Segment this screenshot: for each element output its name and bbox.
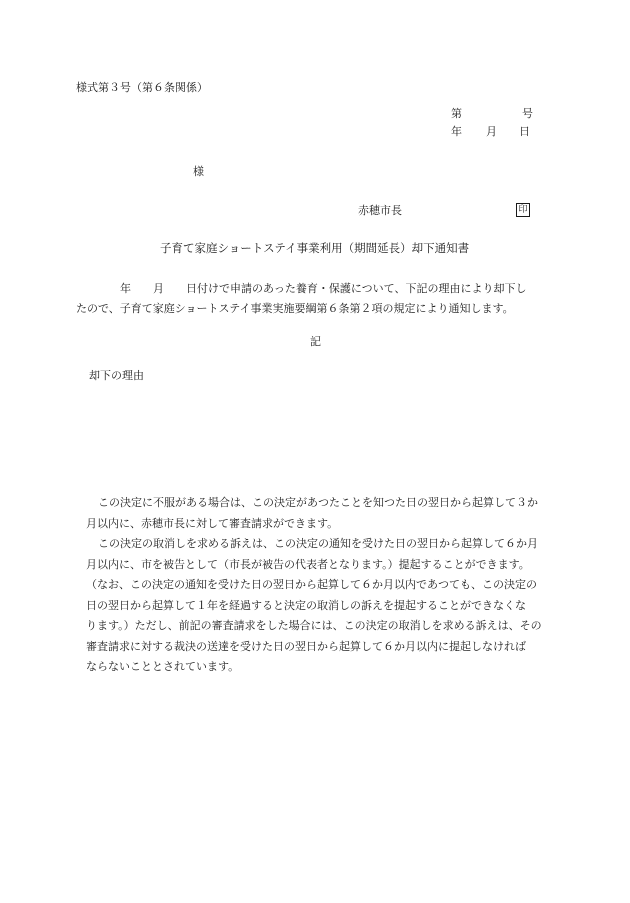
- notice-line: ります。）ただし、前記の審査請求をした場合には、この決定の取消しを求める訴えは、その: [86, 619, 542, 632]
- notice-line: 審査請求に対する裁決の送達を受けた日の翌日から起算して６か月以内に提起しなければ: [86, 639, 526, 653]
- body-paragraph: [76, 279, 566, 319]
- body-line-2: たので、子育て家庭ショートステイ事業実施要綱第６条第２項の規定により通知します。: [76, 302, 514, 315]
- document-number-prefix: 第: [451, 107, 462, 120]
- notice-line: [86, 493, 576, 514]
- notice-line: [86, 534, 576, 555]
- issuer-name: 赤穂市長: [358, 204, 402, 217]
- notice-line: 月以内に、市を被告として（市長が被告の代表者となります。）提起することができます。: [86, 557, 530, 571]
- document-number-suffix: 号: [522, 107, 533, 120]
- body-line-1-text: 日付けで申請のあった養育・保護について、下記の理由により却下し: [186, 282, 527, 295]
- appeal-notice: [86, 493, 576, 678]
- addressee-honorific: 様: [193, 165, 204, 178]
- notice-line: 月以内に、赤穂市長に対して審査請求ができます。: [86, 516, 339, 530]
- document-title: 子育て家庭ショートステイ事業利用（期間延長）却下通知書: [160, 241, 470, 255]
- reason-heading: 却下の理由: [89, 369, 144, 382]
- body-year-label: 年: [120, 282, 131, 295]
- notice-line: （なお、この決定の通知を受けた日の翌日から起算して６か月以内であつても、この決定の: [86, 578, 537, 591]
- notice-line-text: この決定に不服がある場合は、この決定があつたことを知つた日の翌日から起算して３か: [98, 496, 538, 509]
- body-line-1: [76, 279, 566, 299]
- date-day-label: 日: [519, 125, 530, 138]
- body-month-label: 月: [153, 282, 164, 295]
- date-month-label: 月: [486, 125, 497, 138]
- notice-line: 日の翌日から起算して１年を経過すると決定の取消しの訴えを提起することができなくな: [86, 598, 526, 612]
- form-label: 様式第３号（第６条関係）: [76, 81, 208, 94]
- seal-stamp: 印: [516, 203, 530, 217]
- notice-line-text: この決定の取消しを求める訴えは、この決定の通知を受けた日の翌日から起算して６か月: [98, 537, 538, 550]
- date-year-label: 年: [451, 125, 462, 138]
- notice-line: ならないこととされています。: [86, 660, 240, 673]
- ki-heading: 記: [310, 335, 321, 348]
